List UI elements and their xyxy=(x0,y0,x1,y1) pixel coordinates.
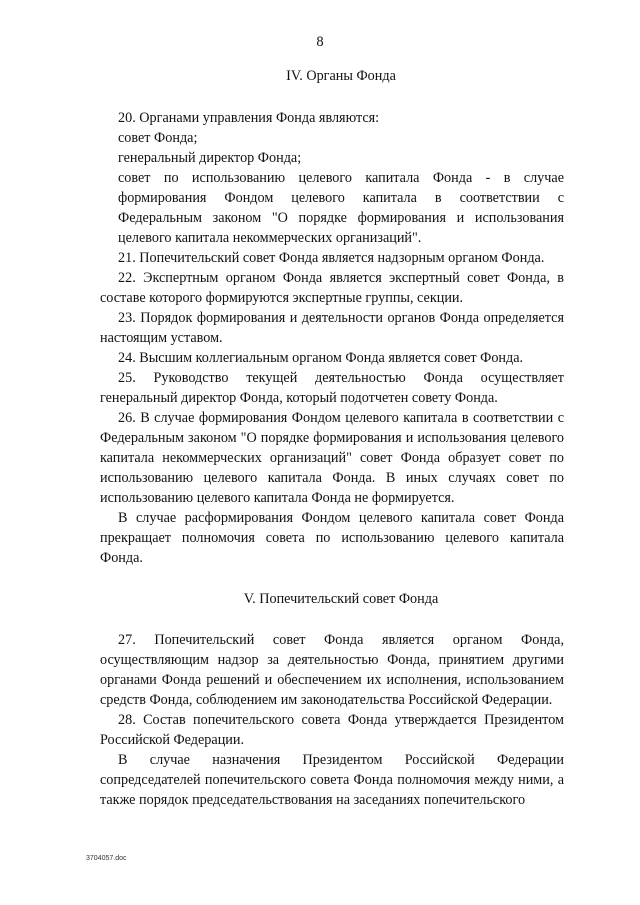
paragraph: генеральный директор Фонда; xyxy=(118,150,302,166)
section-title-iv: IV. Органы Фонда xyxy=(286,68,396,84)
paragraph: 20. Органами управления Фонда являются: xyxy=(118,110,380,126)
paragraph: В случае расформирования Фондом целевого капитала совет Фонда прекращает полномочия совета по использованию целевого капитала Фонда. xyxy=(100,510,564,566)
document-body xyxy=(100,66,564,810)
paragraph: 25. Руководство текущей деятельностью Фонда осуществляет генеральный директор Фонда, который подотчетен совету Фонда. xyxy=(100,370,564,406)
paragraph: 21. Попечительский совет Фонда является надзорным органом Фонда. xyxy=(118,250,545,266)
section-title-v: V. Попечительский совет Фонда xyxy=(243,591,439,607)
page-number: 8 xyxy=(316,34,324,50)
section-iv-paragraphs xyxy=(100,108,564,568)
paragraph: В случае назначения Президентом Российской Федерации сопредседателей попечительского совета Фонда полномочия между ними, а также порядок председательствования на заседаниях попечительского xyxy=(100,752,564,808)
paragraph: 28. Состав попечительского совета Фонда утверждается Президентом Российской Федерации. xyxy=(100,712,564,748)
paragraph: совет по использованию целевого капитала Фонда - в случае формирования Фондом целевого капитала в соответствии с Федеральным законом "О порядке формирования и использования целевого капитала некоммерческих организаций". xyxy=(118,170,564,246)
paragraph: 27. Попечительский совет Фонда является органом Фонда, осуществляющим надзор за деятельностью Фонда, принятием другими органами Фонда решений и обеспечением их исполнения, использованием средств Фонда, соблюдением им законодательства Российской Федерации. xyxy=(100,632,564,708)
paragraph: 23. Порядок формирования и деятельности органов Фонда определяется настоящим уставом. xyxy=(100,310,564,346)
paragraph: 24. Высшим коллегиальным органом Фонда является совет Фонда. xyxy=(118,350,524,366)
paragraph: совет Фонда; xyxy=(118,130,198,146)
paragraph: 22. Экспертным органом Фонда является экспертный совет Фонда, в составе которого формируются экспертные группы, секции. xyxy=(100,270,564,306)
section-v-paragraphs xyxy=(100,630,564,810)
paragraph: 26. В случае формирования Фондом целевого капитала в соответствии с Федеральным законом "О порядке формирования и использования целевого капитала некоммерческих организаций" совет Фонда образует совет по использованию целевого капитала Фонда. В иных случаях совет по использованию целевого капитала Фонда не формируется. xyxy=(100,410,564,506)
file-name-footer: 3704057.doc xyxy=(86,855,127,862)
